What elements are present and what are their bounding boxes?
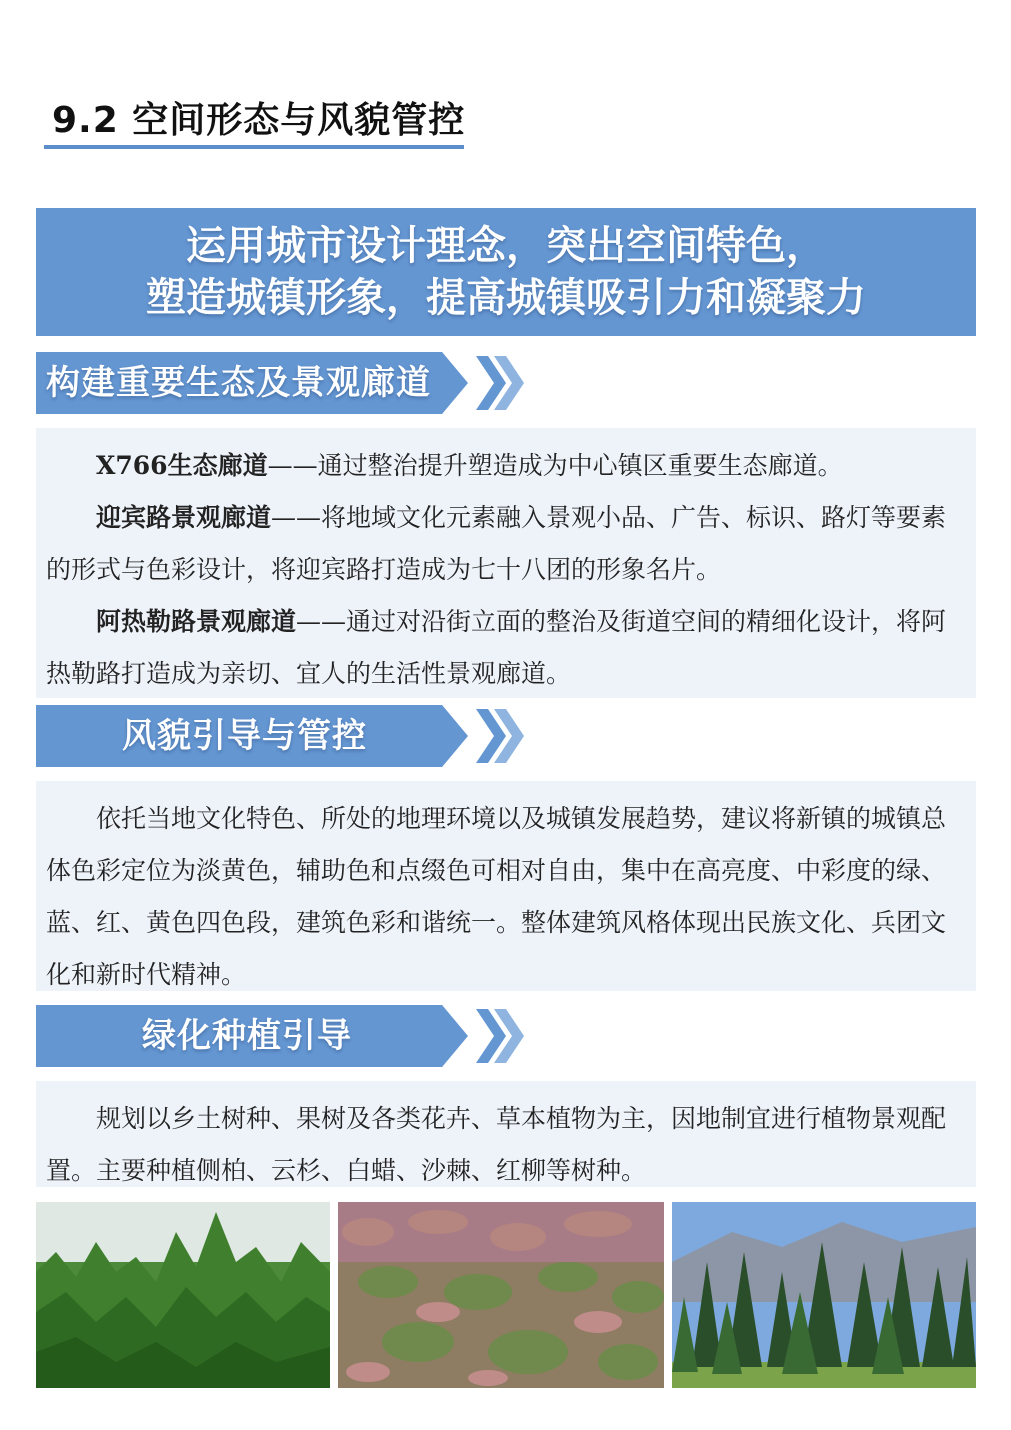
corridor-desc: ——通过整治提升塑造成为中心镇区重要生态廊道。	[267, 451, 843, 480]
page-title: 9.2 空间形态与风貌管控	[52, 100, 466, 141]
corridor-name: 迎宾路景观廊道	[96, 503, 272, 532]
section-heading: 绿化种植引导	[142, 1016, 352, 1056]
section-header-style	[36, 705, 536, 767]
section-heading: 构建重要生态及景观廊道	[46, 363, 431, 403]
planting-panel	[36, 1081, 976, 1187]
corridor-desc: ——通过对沿街立面的整治及街道空间的精细化设计，将阿热勒路打造成为亲切、宜人的生活性景观廊道。	[46, 607, 947, 688]
banner-line-2: 塑造城镇形象，提高城镇吸引力和凝聚力	[146, 275, 866, 321]
corridor-desc: ——将地域文化元素融入景观小品、广告、标识、路灯等要素的形式与色彩设计，将迎宾路打造成为七十八团的形象名片。	[46, 503, 947, 584]
style-panel	[36, 781, 976, 991]
photo-spruce-forest	[672, 1202, 976, 1388]
corridor-item	[46, 440, 968, 492]
corridor-name: 阿热勒路景观廊道	[96, 607, 297, 636]
double-chevron-icon	[474, 705, 526, 767]
banner-line-1: 运用城市设计理念，突出空间特色，	[186, 223, 826, 269]
style-paragraph: 依托当地文化特色、所处的地理环境以及城镇发展趋势，建议将新镇的城镇总体色彩定位为淡黄色，辅助色和点缀色可相对自由，集中在高亮度、中彩度的绿、蓝、红、黄色四色段，建筑色彩和谐统一。整体建筑风格体现出民族文化、兵团文化和新时代精神。	[46, 804, 947, 989]
corridor-name: X766生态廊道	[96, 451, 268, 480]
double-chevron-icon	[474, 1005, 526, 1067]
section-header-corridors	[36, 352, 536, 414]
double-chevron-icon	[474, 352, 526, 414]
section-heading: 风貌引导与管控	[122, 716, 367, 756]
corridor-item	[46, 492, 968, 596]
photo-cypress-trees	[36, 1202, 330, 1388]
planting-paragraph: 规划以乡土树种、果树及各类花卉、草本植物为主，因地制宜进行植物景观配置。主要种植侧柏、云杉、白蜡、沙棘、红柳等树种。	[46, 1104, 947, 1185]
section-header-planting	[36, 1005, 536, 1067]
headline-banner	[36, 208, 976, 336]
photo-tamarisk-field	[338, 1202, 664, 1388]
corridor-item	[46, 596, 968, 700]
corridors-panel	[36, 428, 976, 698]
title-underline	[44, 145, 464, 149]
